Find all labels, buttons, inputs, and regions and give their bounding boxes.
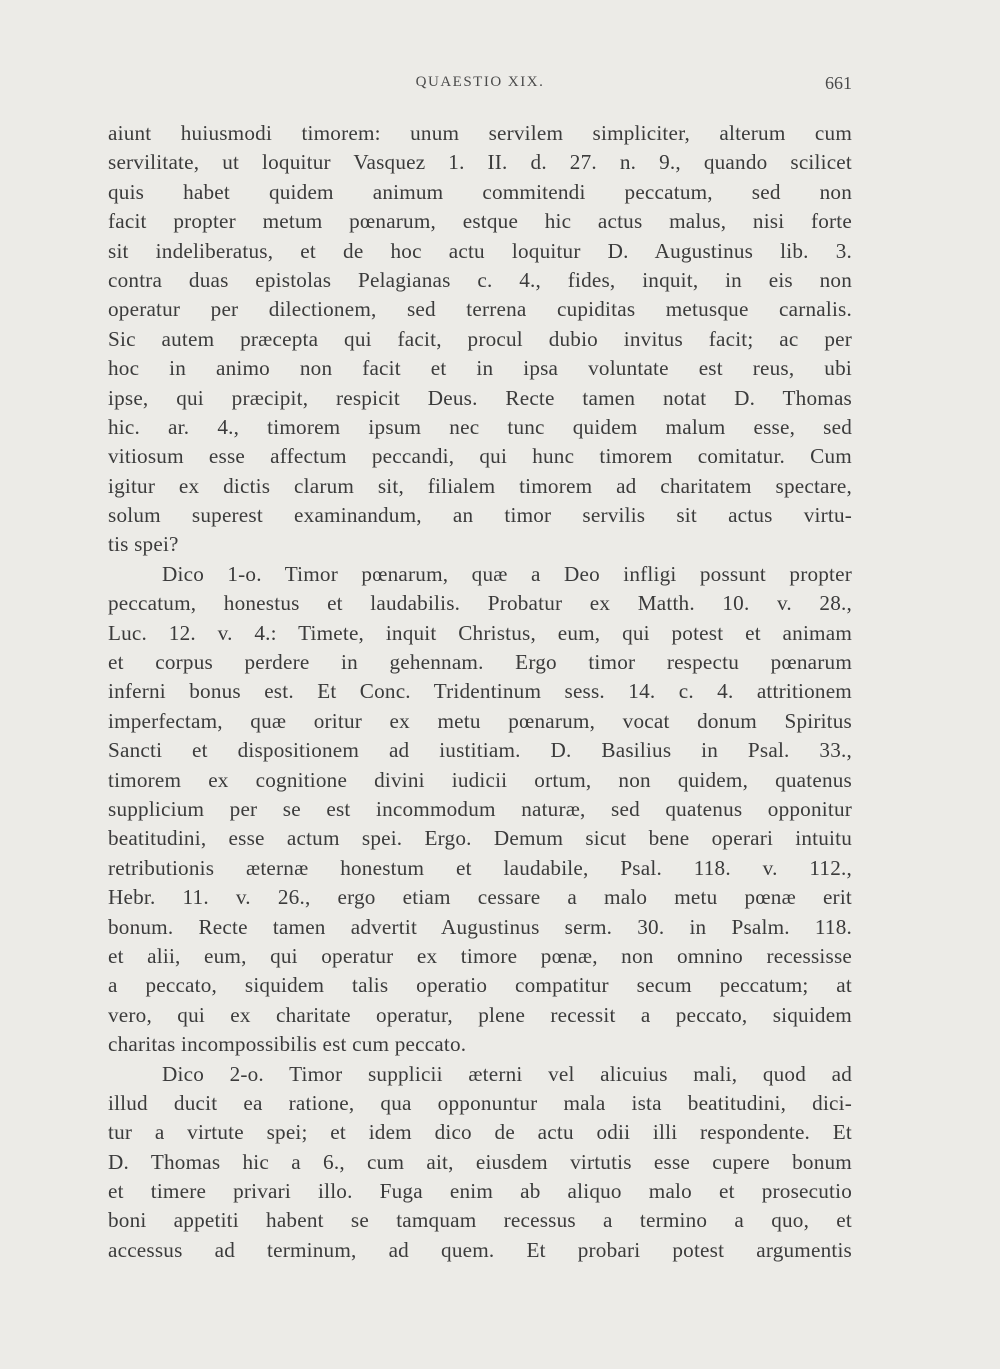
text-line: tur a virtute spei; et idem dico de actu odii illi respondente. Et [108,1120,852,1145]
text-line: igitur ex dictis clarum sit, filialem timorem ad charitatem spectare, [108,473,852,498]
text-line: tis spei? [108,532,179,557]
text-line: aiunt huiusmodi timorem: unum servilem simpliciter, alterum cum [108,121,852,145]
text-line: contra duas epistolas Pelagianas c. 4., fides, inquit, in eis non [108,267,852,292]
text-line: et corpus perdere in gehennam. Ergo timor respectu pœnarum [108,650,852,675]
text-line: hic. ar. 4., timorem ipsum nec tunc quidem malum esse, sed [108,414,852,439]
text-line: hoc in animo non facit et in ipsa voluntate est reus, ubi [108,356,852,381]
text-line: bonum. Recte tamen advertit Augustinus serm. 30. in Psalm. 118. [108,914,852,939]
text-line: vitiosum esse affectum peccandi, qui hunc timorem comitatur. Cum [108,444,852,469]
text-line: Luc. 12. v. 4.: Timete, inquit Christus, eum, qui potest et animam [108,620,852,645]
page-number: 661 [825,73,852,93]
text-line: Sic autem præcepta qui facit, procul dubio invitus facit; ac per [108,326,852,351]
text-line: quis habet quidem animum commitendi peccatum, sed non [108,179,852,204]
text-line: ipse, qui præcipit, respicit Deus. Recte tamen notat D. Thomas [108,385,852,410]
text-line: servilitate, ut loquitur Vasquez 1. II. d. 27. n. 9., quando scilicet [108,150,852,175]
paragraph-start-line: Dico 1-o. Timor pœnarum, quæ a Deo infligi possunt propter [162,561,852,586]
text-line: a peccato, siquidem talis operatio compatitur secum peccatum; at [108,973,852,998]
text-line: Sancti et dispositionem ad iustitiam. D. Basilius in Psal. 33., [108,738,852,763]
text-line: et timere privari illo. Fuga enim ab aliquo malo et prosecutio [108,1179,852,1204]
text-line: facit propter metum pœnarum, estque hic actus malus, nisi forte [108,209,852,234]
text-line: retributionis æternæ honestum et laudabile, Psal. 118. v. 112., [108,855,852,880]
body-text [108,119,852,1265]
running-title: QUAESTIO XIX. [415,74,545,90]
text-line: Hebr. 11. v. 26., ergo etiam cessare a malo metu pœnæ erit [108,885,852,910]
text-line: peccatum, honestus et laudabilis. Probatur ex Matth. 10. v. 28., [108,591,852,616]
text-line: operatur per dilectionem, sed terrena cupiditas metusque carnalis. [108,297,852,322]
text-line: accessus ad terminum, ad quem. Et probari potest argumentis [108,1237,852,1262]
paragraph-start-line: Dico 2-o. Timor supplicii æterni vel alicuius mali, quod ad [162,1061,852,1086]
text-line: supplicium per se est incommodum naturæ, sed quatenus opponitur [108,796,852,821]
text-line: charitas incompossibilis est cum peccato. [108,1032,467,1057]
text-line: timorem ex cognitione divini iudicii ortum, non quidem, quatenus [108,767,852,792]
text-line: solum superest examinandum, an timor servilis sit actus virtu- [108,503,852,528]
text-line: beatitudini, esse actum spei. Ergo. Demum sicut bene operari intuitu [108,826,852,851]
text-line: inferni bonus est. Et Conc. Tridentinum sess. 14. c. 4. attritionem [108,679,852,704]
text-line: imperfectam, quæ oritur ex metu pœnarum, vocat donum Spiritus [108,708,852,733]
text-line: illud ducit ea ratione, qua opponuntur mala ista beatitudini, dici- [108,1090,852,1115]
text-line: et alii, eum, qui operatur ex timore pœnæ, non omnino recessisse [108,943,852,968]
text-line: boni appetiti habent se tamquam recessus a termino a quo, et [108,1208,852,1233]
text-line: vero, qui ex charitate operatur, plene recessit a peccato, siquidem [108,1002,852,1027]
running-head [108,74,852,98]
text-line: sit indeliberatus, et de hoc actu loquitur D. Augustinus lib. 3. [108,238,852,263]
text-line: D. Thomas hic a 6., cum ait, eiusdem virtutis esse cupere bonum [108,1149,852,1174]
